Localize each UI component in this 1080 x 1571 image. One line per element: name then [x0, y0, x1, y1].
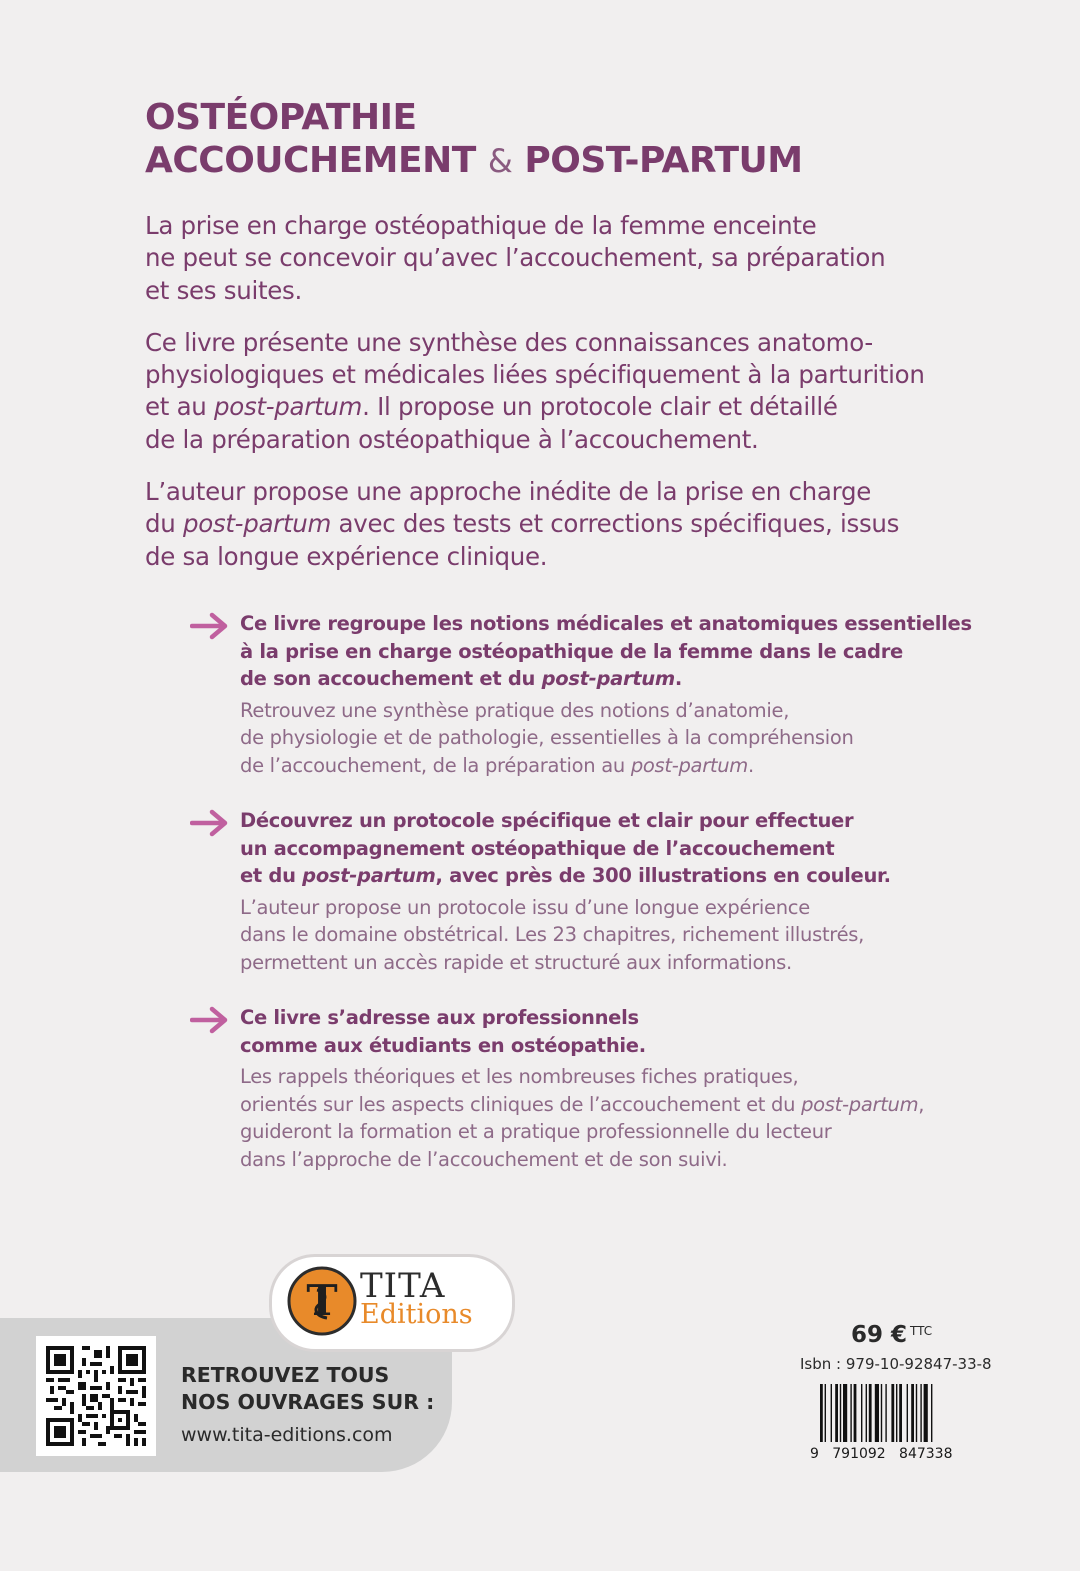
promo-text [181, 1362, 434, 1446]
feature-heading [240, 1004, 980, 1059]
barcode-bar [916, 1384, 917, 1442]
intro-p3-emphasis: post-partum [182, 509, 332, 539]
barcode-bar [840, 1384, 841, 1442]
intro-p2-text-end: . Il propose un protocole clair et détaillé de la préparation ostéopathique à l’accouchement. [145, 392, 838, 454]
barcode-bar [831, 1384, 832, 1442]
feature-heading-text: Ce livre regroupe les notions médicales et anatomiques essentielles à la prise en charge ostéopathique de la femme dans le cadre de son accouchement et du [240, 612, 972, 690]
qr-code-graphic [46, 1346, 146, 1446]
arrow-right-icon [190, 612, 230, 640]
barcode-bar [875, 1384, 879, 1442]
feature-heading [240, 610, 980, 693]
price-amount: 69 € [851, 1322, 908, 1348]
intro-paragraph-1: La prise en charge ostéopathique de la femme enceinte ne peut se concevoir qu’avec l’accouchement, sa préparation et ses suites. [145, 211, 886, 305]
barcode-bar [820, 1384, 823, 1442]
intro-p2-text: Ce livre présente une synthèse des connaissances anatomo- physiologiques et médicales liées spécifiquement à la parturition et au [145, 327, 925, 422]
barcode-bar [866, 1384, 867, 1442]
title-accouchement: ACCOUCHEMENT [145, 140, 476, 181]
title-line-1: OSTÉOPATHIE [145, 97, 417, 138]
feature-item [190, 1004, 980, 1173]
feature-heading-emphasis: post-partum [541, 667, 675, 690]
qr-code-icon[interactable] [36, 1336, 156, 1456]
feature-description-text: Retrouvez une synthèse pratique des notions d’anatomie, de physiologie et de pathologie, essentielles à la compréhension de l’accouchement, de la préparation au [240, 698, 854, 777]
feature-description-text: Les rappels théoriques et les nombreuses fiches pratiques, orientés sur les aspects cliniques de l’accouchement et du [240, 1065, 799, 1116]
feature-heading-text-end: . [674, 667, 683, 690]
feature-description-emphasis: post-partum [630, 753, 749, 777]
intro-paragraph-3 [145, 476, 985, 573]
promo-title: RETROUVEZ TOUS NOS OUVRAGES SUR : [181, 1363, 435, 1414]
barcode-bar [843, 1384, 847, 1442]
barcode-bar [835, 1384, 838, 1442]
barcode-bar [896, 1384, 897, 1442]
intro-p3-text: L’auteur propose une approche inédite de la prise en charge du [145, 477, 871, 539]
barcode-bar [911, 1384, 914, 1442]
barcode-bar [854, 1384, 857, 1442]
feature-heading [240, 807, 980, 890]
svg-text:T: T [306, 1276, 338, 1325]
feature-heading-text: Ce livre s’adresse aux professionnels comme aux étudiants en ostéopathie. [240, 1006, 646, 1057]
barcode-bar [891, 1384, 894, 1442]
title-line-2 [145, 139, 803, 183]
feature-heading-text-end: , avec près de 300 illustrations en couleur. [435, 864, 891, 887]
feature-list [190, 610, 980, 1201]
feature-description-text-end: . [748, 753, 754, 777]
barcode-bar [861, 1384, 862, 1442]
barcode-digits: 9 791092 847338 [810, 1446, 953, 1462]
price-tax: TTC [910, 1324, 933, 1338]
publisher-editions: Editions [360, 1299, 473, 1330]
barcode-bar [825, 1384, 826, 1442]
feature-description-text-end: , guideront la formation et a pratique professionnelle du lecteur dans l’approche de l’accouchement et de son suivi. [240, 1092, 925, 1171]
feature-description-emphasis: post-partum [801, 1092, 919, 1116]
arrow-right-icon [190, 1006, 230, 1034]
feature-description [240, 1063, 980, 1173]
title-post-partum: POST-PARTUM [524, 140, 803, 181]
barcode-bar [899, 1384, 902, 1442]
isbn: Isbn : 979-10-92847-33-8 [800, 1355, 992, 1373]
intro-text [145, 210, 985, 593]
arrow-right-icon [190, 809, 230, 837]
feature-item [190, 807, 980, 976]
feature-heading-emphasis: post-partum [302, 864, 436, 887]
intro-paragraph-2 [145, 327, 985, 456]
publisher-name: TITA [360, 1266, 446, 1306]
feature-description-text: L’auteur propose un protocole issu d’une longue expérience dans le domaine obstétrical. Les 23 chapitres, richement illustrés, permettent un accès rapide et structuré aux informations. [240, 895, 865, 974]
barcode-bar [931, 1384, 932, 1442]
barcode-bar [885, 1384, 886, 1442]
price [851, 1322, 933, 1348]
barcode-bar [907, 1384, 908, 1442]
intro-p3-text-end: avec des tests et corrections spécifiques, issus de sa longue expérience clinique. [145, 509, 900, 571]
feature-description [240, 894, 980, 977]
barcode-icon [806, 1384, 968, 1462]
feature-heading-text: Découvrez un protocole spécifique et clair pour effectuer un accompagnement ostéopathique de l’accouchement et du [240, 809, 854, 887]
feature-item [190, 610, 980, 779]
barcode-bar [924, 1384, 928, 1442]
book-title [145, 96, 803, 183]
barcode-bar [881, 1384, 882, 1442]
intro-p2-emphasis: post-partum [214, 392, 363, 422]
barcode-bar [869, 1384, 872, 1442]
feature-description [240, 697, 980, 780]
tita-monogram-icon [287, 1266, 357, 1336]
title-ampersand: & [487, 142, 513, 180]
website-link[interactable]: www.tita-editions.com [181, 1424, 393, 1446]
barcode-bar [850, 1384, 851, 1442]
barcode-bar [920, 1384, 921, 1442]
